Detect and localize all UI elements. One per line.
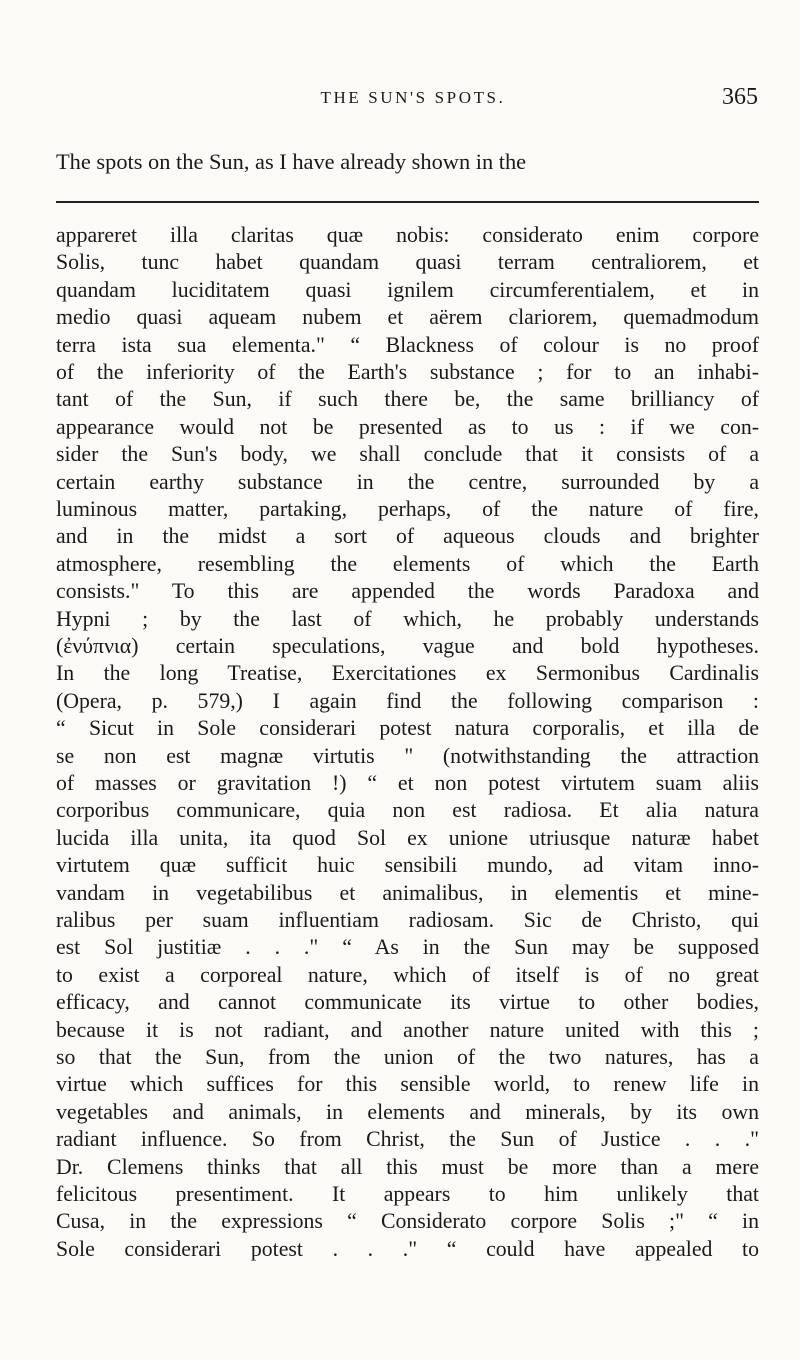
body-text-line: The spots on the Sun, as I have already shown in the: [56, 149, 527, 174]
footnote-line: (ἐνύπνια) certain speculations, vague and bold hypotheses.: [56, 634, 759, 658]
footnote-line: atmosphere, resembling the elements of which the Earth: [56, 551, 759, 576]
footnote-line: sider the Sun's body, we shall conclude that it consists of a: [56, 442, 759, 467]
footnote-line: radiant influence. So from Christ, the Sun of Justice . . .": [56, 1127, 759, 1152]
footnote-line: to exist a corporeal nature, which of itself is of no great: [56, 962, 759, 987]
page-number: 365: [722, 84, 758, 110]
footnote-rule: [56, 201, 759, 203]
footnote-line: Cusa, in the expressions “ Considerato corpore Solis ;" “ in: [56, 1209, 759, 1234]
footnote-line: corporibus communicare, quia non est radiosa. Et alia natura: [56, 798, 759, 823]
footnote-line: se non est magnæ virtutis " (notwithstanding the attraction: [56, 743, 759, 768]
running-head: [56, 86, 770, 116]
footnote-line: felicitous presentiment. It appears to him unlikely that: [56, 1182, 759, 1206]
footnote-line: Solis, tunc habet quandam quasi terram centraliorem, et: [56, 250, 759, 275]
footnote-line: (Opera, p. 579,) I again find the following comparison :: [56, 688, 759, 713]
footnote-line: terra ista sua elementa." “ Blackness of colour is no proof: [56, 332, 759, 357]
footnote-line: because it is not radiant, and another nature united with this ;: [56, 1017, 759, 1042]
footnote-line: lucida illa unita, ita quod Sol ex unione utriusque naturæ habet: [56, 825, 759, 850]
footnote-line: Dr. Clemens thinks that all this must be more than a mere: [56, 1154, 759, 1179]
footnote-line: virtue which suffices for this sensible world, to renew life in: [56, 1072, 759, 1097]
footnote-line: Hypni ; by the last of which, he probably understands: [56, 606, 759, 631]
footnote-line: tant of the Sun, if such there be, the same brilliancy of: [56, 387, 759, 412]
footnote-line: vandam in vegetabilibus et animalibus, in elementis et mine-: [56, 880, 759, 905]
footnote-line: of masses or gravitation !) “ et non potest virtutem suam aliis: [56, 771, 759, 795]
footnote-line: appearance would not be presented as to us : if we con-: [56, 414, 759, 439]
footnote-line: efficacy, and cannot communicate its virtue to other bodies,: [56, 990, 759, 1015]
footnote-line: ralibus per suam influentiam radiosam. Sic de Christo, qui: [56, 908, 759, 932]
footnote-line: “ Sicut in Sole considerari potest natura corporalis, et illa de: [56, 716, 759, 741]
footnote-line: est Sol justitiæ . . ." “ As in the Sun may be supposed: [56, 935, 759, 960]
footnote-line: In the long Treatise, Exercitationes ex Sermonibus Cardinalis: [56, 661, 759, 686]
footnote-line: vegetables and animals, in elements and minerals, by its own: [56, 1099, 759, 1124]
footnote-line: and in the midst a sort of aqueous clouds and brighter: [56, 524, 759, 549]
footnote-line: Sole considerari potest . . ." “ could have appealed to: [56, 1236, 759, 1261]
running-title: THE SUN'S SPOTS.: [320, 88, 506, 107]
footnote-line: medio quasi aqueam nubem et aërem clariorem, quemadmodum: [56, 305, 759, 330]
footnote-line: luminous matter, partaking, perhaps, of the nature of fire,: [56, 497, 759, 521]
footnote-line: so that the Sun, from the union of the two natures, has a: [56, 1045, 759, 1069]
footnote-line: virtutem quæ sufficit huic sensibili mundo, ad vitam inno-: [56, 853, 759, 878]
footnote-line: of the inferiority of the Earth's substance ; for to an inhabi-: [56, 360, 759, 384]
footnote-line: appareret illa claritas quæ nobis: considerato enim corpore: [56, 223, 759, 247]
footnote-line: consists." To this are appended the words Paradoxa and: [56, 579, 759, 604]
footnote-line: quandam luciditatem quasi ignilem circumferentialem, et in: [56, 277, 759, 302]
footnote-line: certain earthy substance in the centre, surrounded by a: [56, 469, 759, 494]
